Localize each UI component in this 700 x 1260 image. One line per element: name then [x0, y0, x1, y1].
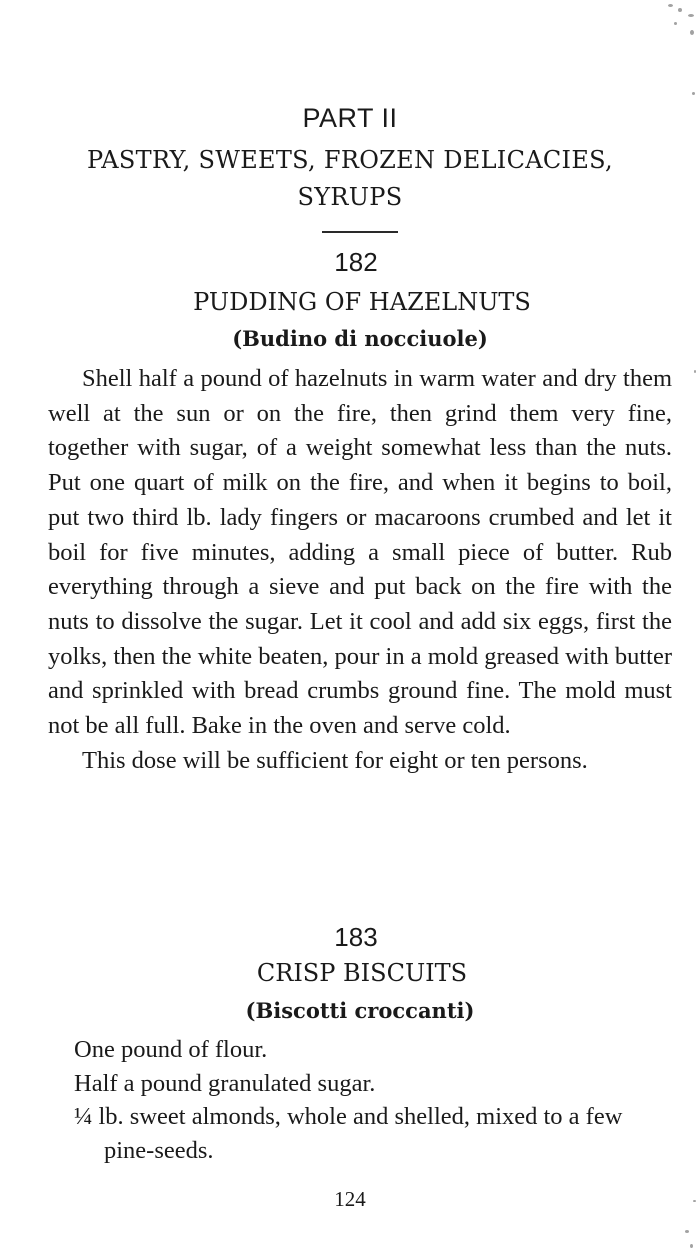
- ingredient-item: ¼ lb. sweet almonds, whole and shelled, mixed to a few pine-seeds.: [74, 1103, 623, 1164]
- part-label: PART II: [302, 103, 398, 133]
- ingredient-list: [74, 1033, 674, 1167]
- page-number: 124: [334, 1187, 366, 1211]
- section-divider: [322, 231, 398, 233]
- recipe-subtitle: (Biscotti croccanti): [245, 998, 475, 1023]
- recipe-number: 182: [334, 247, 378, 277]
- recipe-title: CRISP BISCUITS: [256, 959, 468, 987]
- recipe-number: 183: [334, 922, 378, 952]
- ingredient-item: Half a pound granulated sugar.: [74, 1069, 376, 1097]
- recipe-paragraph: Shell half a pound of hazelnuts in warm water and dry them well at the sun or on the fire, then grind them very fine, together with sugar, of a weight somewhat less than the nuts. Put one quart of milk on the fire, and when it begins to boil, put two third lb. lady fingers or macaroons crumbed and let it boil for five minutes, adding a small piece of butter. Rub everything through a sieve and put back on the fire with the nuts to dissolve the sugar. Let it cool and add six eggs, first the yolks, then the white beaten, pour in a mold greased with butter and sprinkled with bread crumbs ground fine. The mold must not be all full. Bake in the oven and serve cold.: [48, 365, 672, 740]
- part-title-line-2: SYRUPS: [297, 183, 403, 211]
- recipe-paragraph: This dose will be sufficient for eight or ten persons.: [82, 746, 588, 774]
- recipe-title: PUDDING OF HAZELNUTS: [193, 288, 531, 316]
- part-title-line-1: PASTRY, SWEETS, FROZEN DELICACIES,: [87, 146, 613, 174]
- recipe-subtitle: (Budino di nocciuole): [232, 326, 488, 351]
- ingredient-item: One pound of flour.: [74, 1036, 268, 1063]
- recipe-body: [48, 362, 672, 778]
